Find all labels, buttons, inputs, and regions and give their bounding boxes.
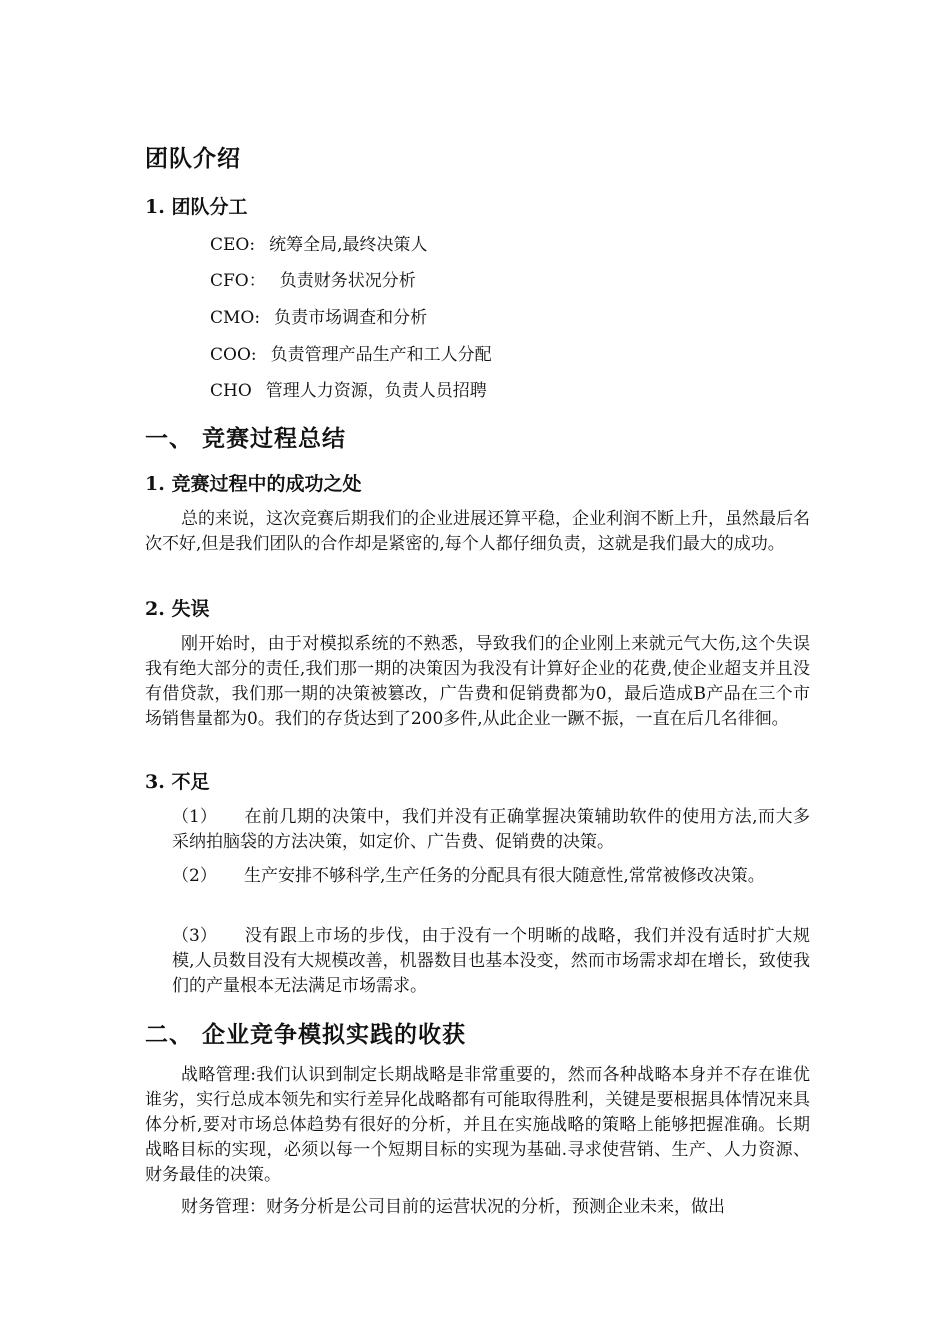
role-key: CMO: — [210, 308, 261, 328]
item-text: 在前几期的决策中，我们并没有正确掌握决策辅助软件的使用方法,而大多采纳拍脑袋的方法决策，如定价、广告费、促销费的决策。 — [172, 807, 810, 852]
role-key: COO: — [210, 345, 257, 365]
success-paragraph: 总的来说，这次竞赛后期我们的企业进展还算平稳，企业利润不断上升，虽然最后名次不好,但是我们团队的合作却是紧密的,每个人都仔细负责，这就是我们最大的成功。 — [145, 509, 810, 554]
item-number: （2） — [172, 866, 217, 886]
success-heading: 1. 竞赛过程中的成功之处 — [145, 473, 362, 495]
item-number: （3） — [172, 926, 217, 946]
role-desc: 负责市场调查和分析 — [274, 308, 428, 328]
role-desc: 统筹全局,最终决策人 — [269, 235, 428, 255]
shortcoming-item-3 — [172, 924, 810, 999]
role-key: CHO — [210, 381, 252, 401]
item-number: （1） — [172, 807, 217, 827]
page-title: 团队介绍 — [145, 145, 241, 172]
mistake-paragraph: 刚开始时，由于对模拟系统的不熟悉，导致我们的企业刚上来就元气大伤,这个失误我有绝大部分的责任,我们那一期的决策因为我没有计算好企业的花费,使企业超支并且没有借贷款，我们那一期的决策被篡改，广告费和促销费都为0，最后造成B产品在三个市场销售量都为0。我们的存货达到了200多件,从此企业一蹶不振，一直在后几名徘徊。 — [145, 634, 810, 729]
role-desc: 负责财务状况分析 — [279, 271, 416, 291]
role-cho — [210, 376, 487, 401]
role-key: CFO： — [210, 271, 266, 291]
role-coo — [210, 340, 492, 365]
section1-heading: 一、 竞赛过程总结 — [145, 425, 347, 452]
role-desc: 负责管理产品生产和工人分配 — [270, 345, 492, 365]
shortcoming-item-1 — [172, 805, 810, 855]
role-cfo — [210, 266, 416, 291]
section2-heading: 二、 企业竞争模拟实践的收获 — [145, 1021, 467, 1048]
role-desc: 管理人力资源，负责人员招聘 — [265, 381, 487, 401]
item-text: 生产安排不够科学,生产任务的分配具有很大随意性,常常被修改决策。 — [244, 866, 765, 886]
team-division-heading: 1. 团队分工 — [145, 196, 248, 218]
strategy-paragraph: 战略管理:我们认识到制定长期战略是非常重要的，然而各种战略本身并不存在谁优谁劣，实行总成本领先和实行差异化战略都有可能取得胜利，关键是要根据具体情况来具体分析,要对市场总体趋势有很好的分析，并且在实施战略的策略上能够把握准确。长期战略目标的实现，必须以每一个短期目标的实现为基础.寻求使营销、生产、人力资源、财务最佳的决策。 — [145, 1065, 810, 1185]
finance-paragraph: 财务管理：财务分析是公司目前的运营状况的分析，预测企业未来，做出 — [181, 1197, 725, 1217]
shortcoming-heading: 3. 不足 — [145, 771, 210, 793]
role-key: CEO: — [210, 235, 256, 255]
role-cmo — [210, 303, 427, 328]
mistake-heading: 2. 失误 — [145, 598, 210, 620]
role-ceo — [210, 230, 428, 255]
shortcoming-item-2 — [172, 864, 810, 889]
item-text: 没有跟上市场的步伐，由于没有一个明晰的战略，我们并没有适时扩大规模,人员数目没有大规模改善，机器数目也基本没变，然而市场需求却在增长，致使我们的产量根本无法满足市场需求。 — [172, 926, 810, 996]
